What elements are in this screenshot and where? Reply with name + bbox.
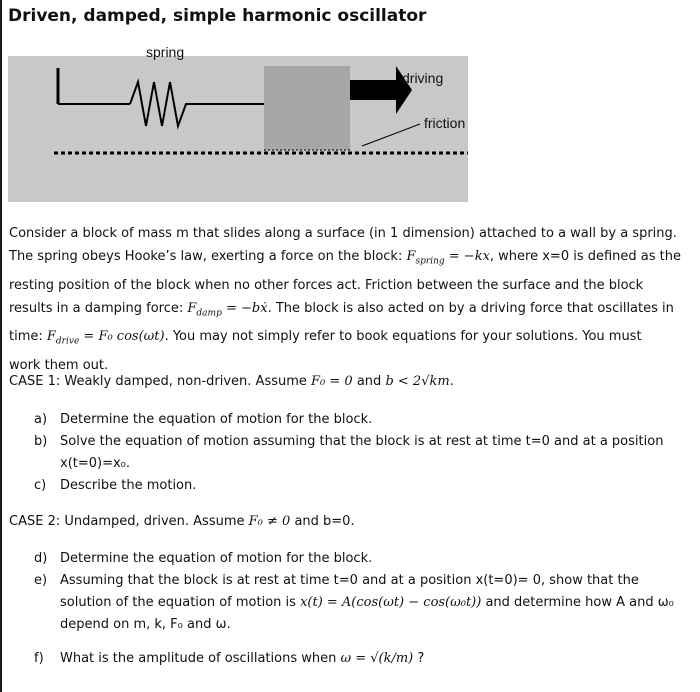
page-title: Driven, damped, simple harmonic oscillator (8, 6, 427, 26)
intro-line-3: resting position of the block when no other forces act. Friction between the surface and the block (9, 277, 644, 293)
intro-line-4 (9, 297, 689, 326)
case-2-heading: CASE 2: Undamped, driven. Assume F₀ ≠ 0 and b=0. (9, 514, 355, 529)
question-b: b) Solve the equation of motion assuming that the block is at rest at time t=0 and at a position x(t=0)=x₀. (34, 434, 664, 471)
math-solution: x(t) = A(cos(ωt) − cos(ω₀t)) (300, 595, 482, 610)
math-f0-nonzero: F₀ ≠ 0 (248, 514, 291, 529)
question-a: a) Determine the equation of motion for the block. (34, 412, 373, 427)
spring-label: spring (146, 46, 185, 60)
intro-paragraph (9, 222, 689, 377)
intro-text: results in a damping force: (9, 300, 188, 316)
driving-arrow-shaft (350, 80, 398, 100)
math-resonance: ω = √(k/m) (340, 651, 414, 666)
page-left-border (0, 0, 2, 692)
driving-label: driving (402, 70, 444, 86)
math-f-damp: $F_{damp}$ = −bẋ (187, 300, 268, 319)
friction-label: friction (424, 115, 466, 131)
case-2-questions (34, 548, 684, 636)
intro-line-2 (9, 245, 689, 274)
intro-text: The spring obeys Hooke’s law, exerting a force on the block: (9, 249, 407, 264)
oscillator-diagram (8, 46, 468, 202)
case-1-heading: CASE 1: Weakly damped, non-driven. Assume F₀ = 0 and b < 2√km. (9, 374, 454, 389)
case-1-questions (34, 409, 684, 497)
math-weak-damping: b < 2√km (385, 374, 450, 389)
intro-line-6: work them out. (9, 357, 109, 373)
intro-line-5 (9, 325, 689, 354)
question-d: d) Determine the equation of motion for the block. (34, 551, 373, 566)
math-f0-zero: F₀ = 0 (311, 374, 353, 389)
intro-text: . You may not simply refer to book equations for your solutions. You must (164, 329, 642, 345)
intro-text: , where x=0 is defined as the (489, 249, 682, 264)
case-3-questions (34, 648, 684, 670)
question-e: e) Assuming that the block is at rest at time t=0 and at a position x(t=0)= 0, show that the solution of the equation of motion is x(t) = A(cos(ωt) − cos(ω₀t)) and determine how A and ω₀ depend on m, k, F₀ and ω. (34, 573, 674, 632)
intro-text: . The block is also acted on by a driving force that oscillates in (267, 300, 674, 316)
intro-text: time: (9, 329, 47, 345)
question-c: c) Describe the motion. (34, 478, 197, 493)
intro-line-1: Consider a block of mass m that slides along a surface (in 1 dimension) attached to a wall by a spring. (9, 226, 677, 241)
question-f: f) What is the amplitude of oscillations when ω = √(k/m) ? (34, 651, 425, 666)
math-f-spring: $F_{spring} = -kx$ (406, 249, 490, 267)
block (264, 66, 350, 150)
math-f-drive: $F_{drive} = F_0$ cos(ωt) (46, 329, 165, 347)
